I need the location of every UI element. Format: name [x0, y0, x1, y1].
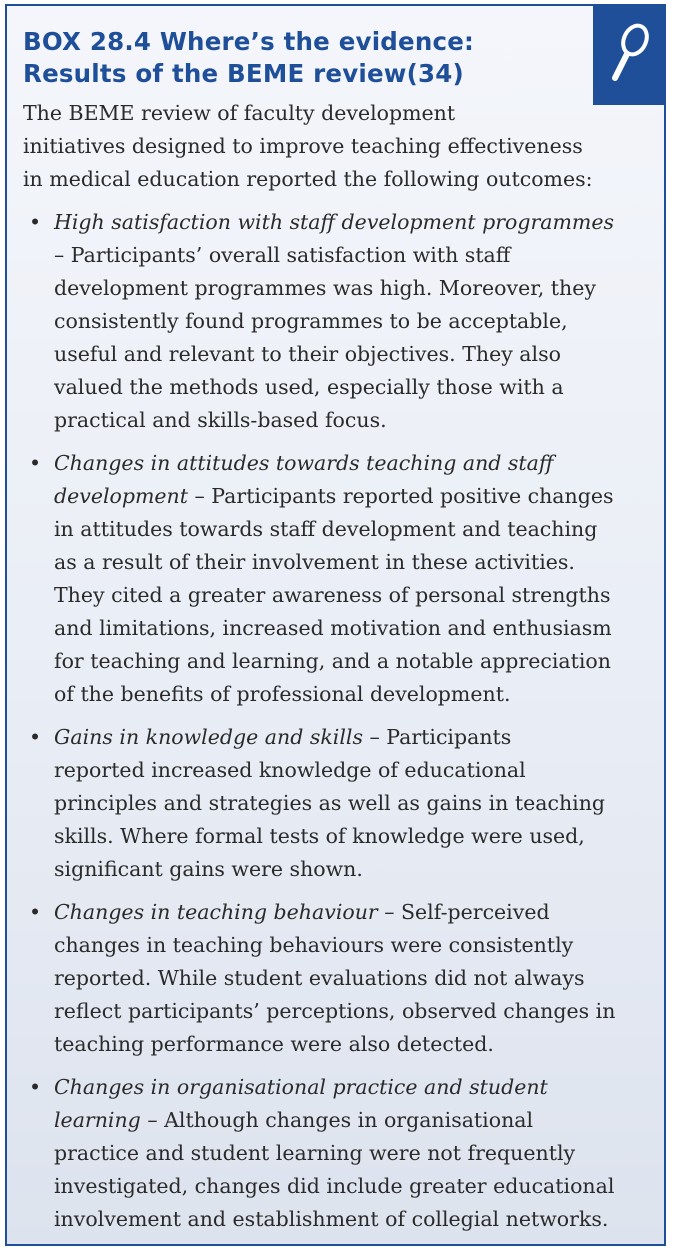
outcome-line: [54, 721, 663, 754]
outcome-text: as a result of their involvement in these activities.: [54, 550, 575, 574]
outcomes-list: [23, 206, 663, 1246]
outcome-text: practical and skills-based focus.: [54, 408, 387, 432]
icon-tab: [593, 6, 664, 105]
evidence-box: [5, 4, 666, 1246]
outcome-text: – Participants: [362, 725, 512, 749]
outcome-line: [54, 579, 663, 612]
box-title-line-1: BOX 28.4 Where’s the evidence:: [23, 27, 475, 56]
box-title: [23, 26, 583, 90]
outcome-item: [23, 896, 663, 1061]
outcome-line: [54, 820, 663, 853]
outcome-line: [54, 754, 663, 787]
outcome-text: – Participants reported positive changes: [188, 484, 614, 508]
outcome-text: significant gains were shown.: [54, 857, 363, 881]
intro-line: in medical education reported the following outcomes:: [23, 167, 593, 191]
outcome-text: skills. Where formal tests of knowledge were used,: [54, 824, 585, 848]
outcome-line: [54, 1170, 663, 1203]
outcome-line: [54, 1137, 663, 1170]
outcome-text: for teaching and learning, and a notable appreciation: [54, 649, 611, 673]
outcome-text: of the benefits of professional development.: [54, 682, 511, 706]
outcome-text: and limitations, increased motivation and enthusiasm: [54, 616, 612, 640]
outcome-text: They cited a greater awareness of personal strengths: [54, 583, 611, 607]
outcome-line: [54, 272, 663, 305]
outcome-heading: Gains in knowledge and skills: [54, 725, 363, 749]
outcome-text: – Self-perceived: [377, 900, 550, 924]
bullet-marker: •: [29, 900, 42, 924]
outcome-heading: Changes in organisational practice and student: [54, 1075, 548, 1099]
outcome-text: in attitudes towards staff development and teaching: [54, 517, 598, 541]
outcome-line: [54, 787, 663, 820]
outcome-line: [54, 962, 663, 995]
outcome-line: [54, 678, 663, 711]
outcome-text: development programmes was high. Moreover, they: [54, 276, 596, 300]
outcome-line: [54, 1104, 663, 1137]
outcome-line: [54, 206, 663, 239]
outcome-line: [54, 371, 663, 404]
outcome-text: – Although changes in organisational: [140, 1108, 534, 1132]
outcome-text: consistently found programmes to be acceptable,: [54, 309, 568, 333]
bullet-marker: •: [29, 725, 42, 749]
outcome-text: – Participants’ overall satisfaction with staff: [54, 243, 511, 267]
outcome-text: teaching performance were also detected.: [54, 1032, 494, 1056]
outcome-line: [54, 612, 663, 645]
outcome-line: [54, 513, 663, 546]
outcome-line: [54, 853, 663, 886]
outcome-item: [23, 1071, 663, 1236]
outcome-line: [54, 338, 663, 371]
outcome-item: [23, 721, 663, 886]
outcome-text: valued the methods used, especially those with a: [54, 375, 564, 399]
outcome-heading: High satisfaction with staff development programmes: [54, 210, 615, 234]
outcome-text: involvement and establishment of collegial networks.: [54, 1207, 609, 1231]
outcome-heading: Changes in attitudes towards teaching and staff: [54, 451, 554, 475]
outcome-item: [23, 447, 663, 711]
bullet-marker: •: [29, 1075, 42, 1099]
outcome-line: [54, 896, 663, 929]
outcome-text: changes in teaching behaviours were consistently: [54, 933, 574, 957]
outcome-line: [54, 645, 663, 678]
outcome-line: [54, 546, 663, 579]
outcome-text: reported increased knowledge of educational: [54, 758, 526, 782]
bullet-marker: •: [29, 210, 42, 234]
outcome-line: [54, 239, 663, 272]
bullet-marker: •: [29, 451, 42, 475]
outcome-heading: learning: [54, 1108, 141, 1132]
outcome-text: investigated, changes did include greater educational: [54, 1174, 615, 1198]
outcome-text: principles and strategies as well as gains in teaching: [54, 791, 606, 815]
outcome-line: [54, 404, 663, 437]
outcome-heading: Changes in teaching behaviour: [54, 900, 378, 924]
outcome-line: [54, 1028, 663, 1061]
outcome-line: [54, 480, 663, 513]
outcome-text: useful and relevant to their objectives. They also: [54, 342, 561, 366]
outcome-heading: development: [54, 484, 189, 508]
outcome-text: reflect participants’ perceptions, observed changes in: [54, 999, 616, 1023]
outcome-line: [54, 305, 663, 338]
outcome-line: [54, 1203, 663, 1236]
intro-line: The BEME review of faculty development: [23, 101, 456, 125]
outcome-line: [54, 929, 663, 962]
intro-paragraph: [23, 97, 663, 196]
outcome-item: [23, 206, 663, 437]
outcome-text: practice and student learning were not frequently: [54, 1141, 576, 1165]
outcome-text: reported. While student evaluations did not always: [54, 966, 585, 990]
box-title-line-2: Results of the BEME review(34): [23, 59, 464, 88]
intro-line: initiatives designed to improve teaching effectiveness: [23, 134, 583, 158]
outcome-line: [54, 1071, 663, 1104]
magnifying-glass-icon: [605, 20, 653, 92]
outcome-line: [54, 447, 663, 480]
outcome-line: [54, 995, 663, 1028]
